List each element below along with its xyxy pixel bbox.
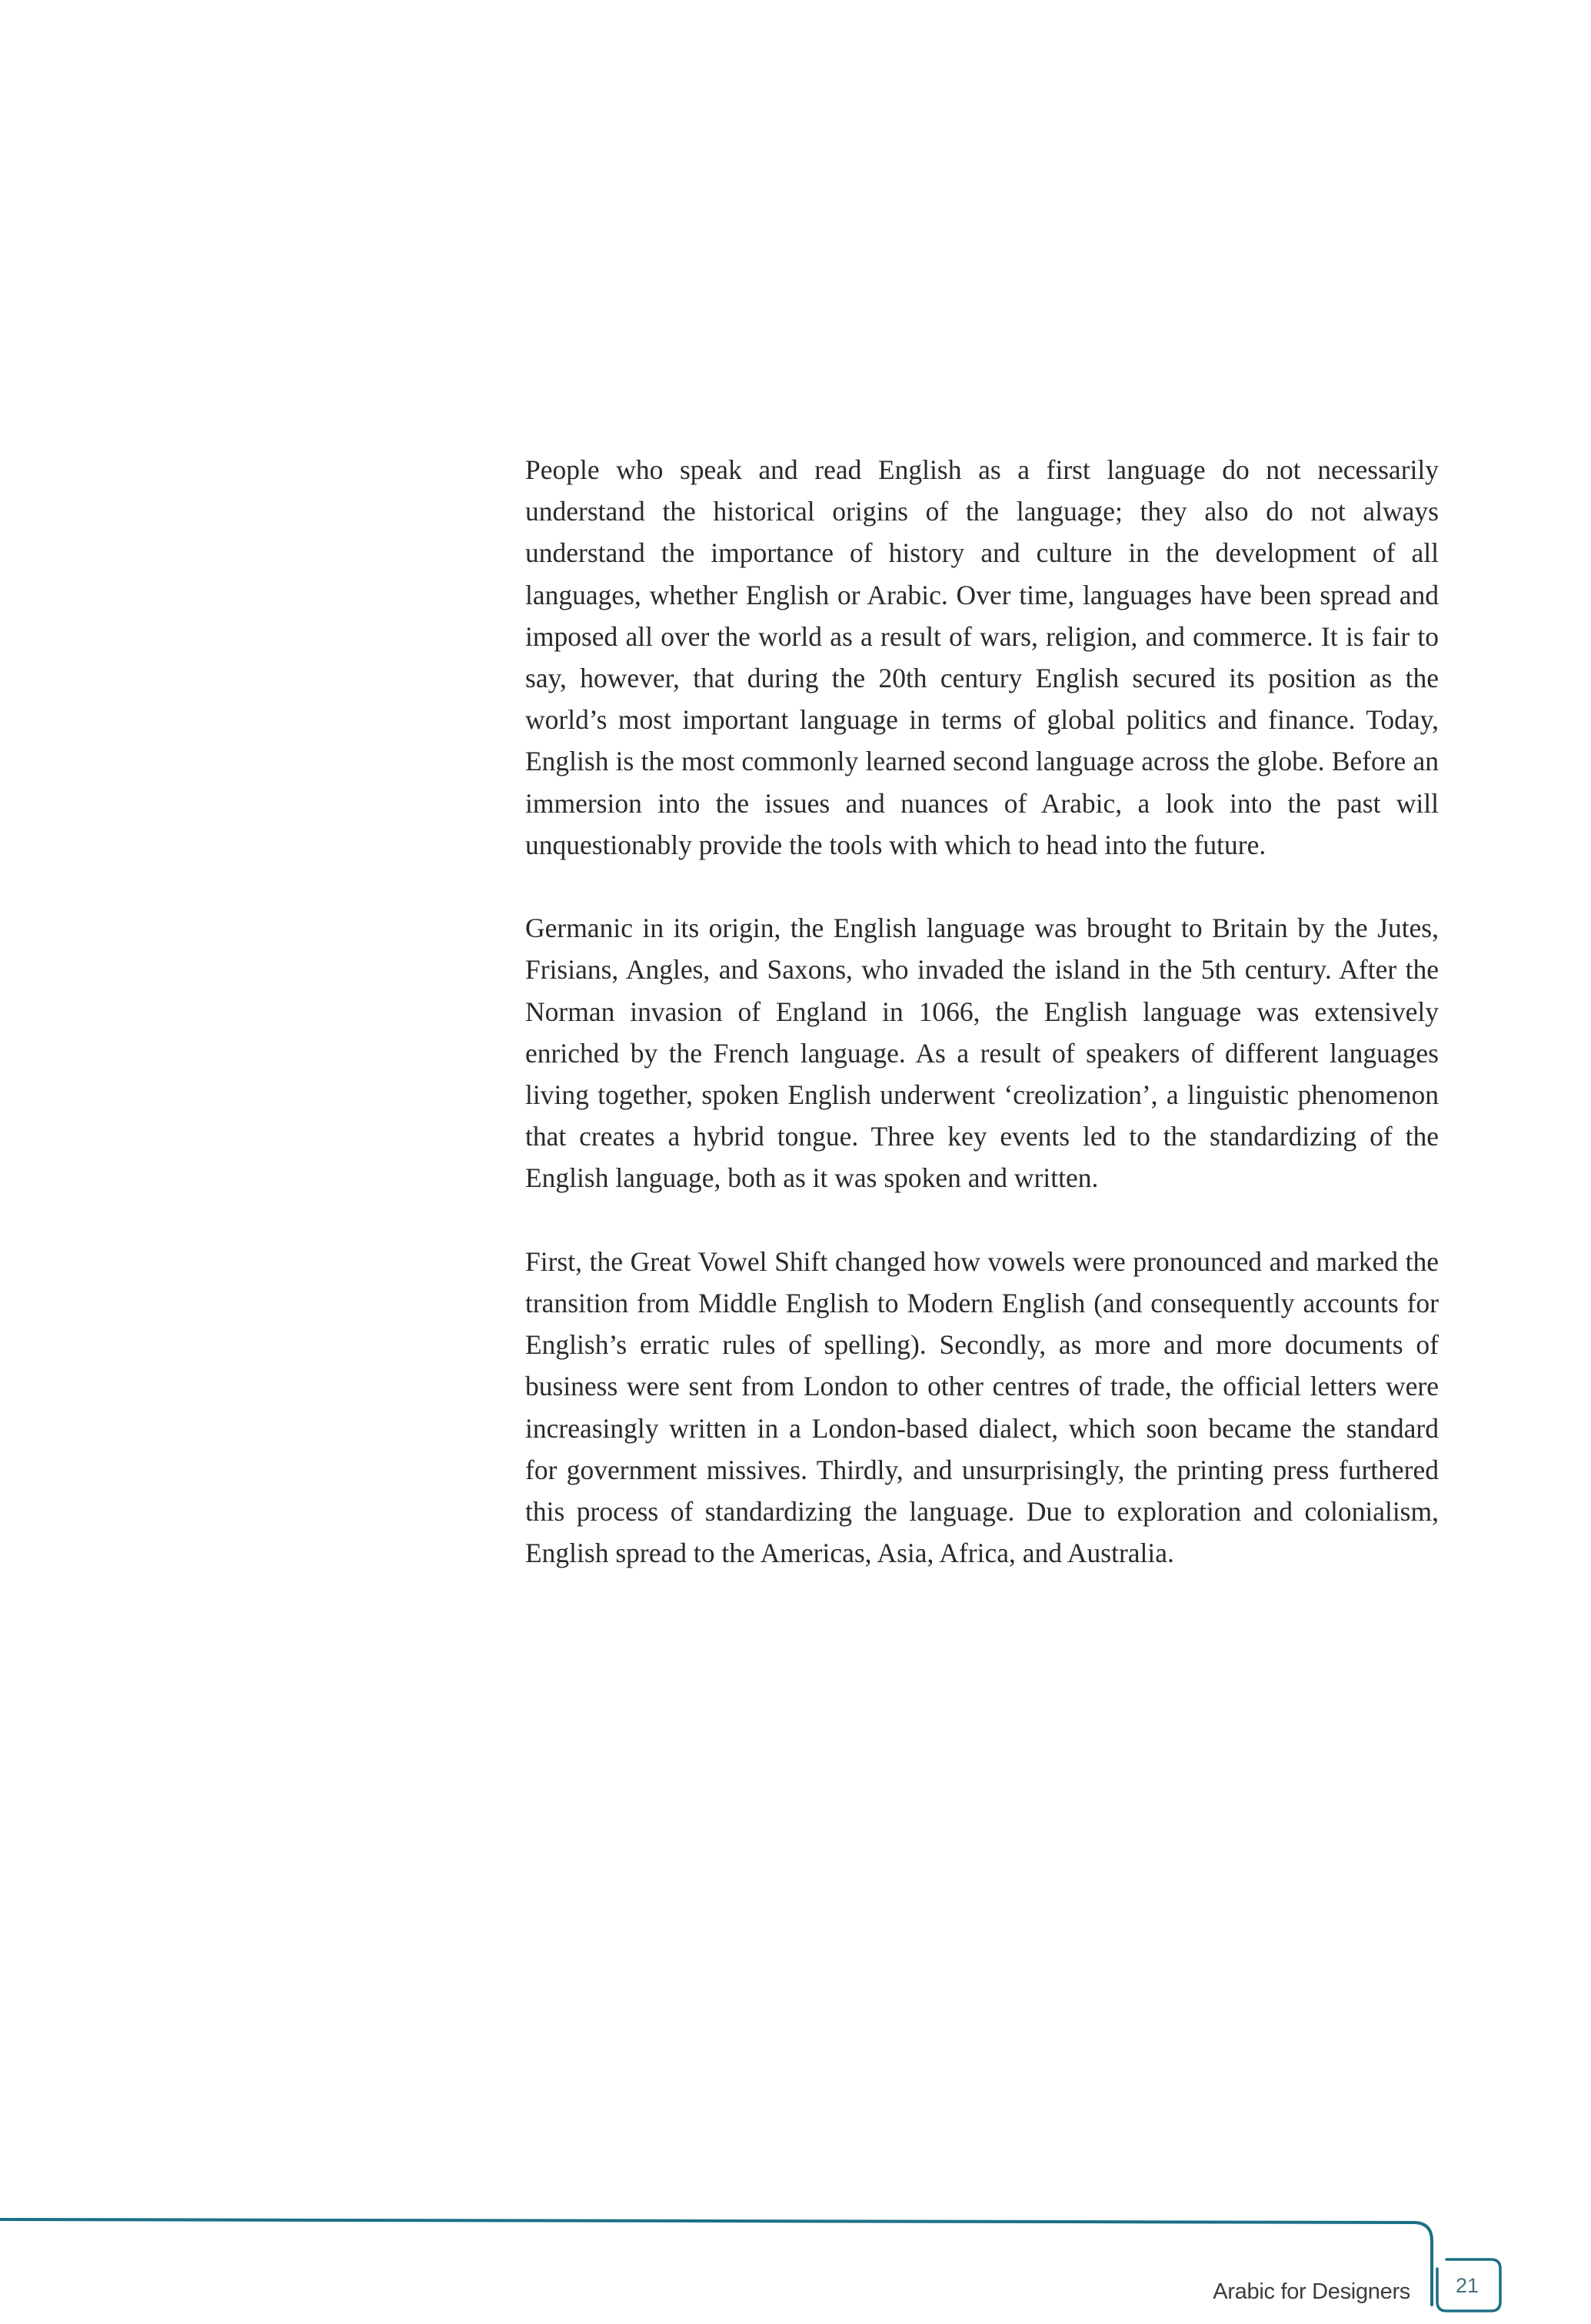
paragraph-3: First, the Great Vowel Shift changed how vowels were pronounced and marked the transition from Middle English to Modern English (and consequently accounts for English’s erratic rules of spelling). Secondly, as more and more documents of business were sent from London to other centres of trade, the official letters were increasingly written in a London-based dialect, which soon became the standard for government missives. Thirdly, and unsurprisingly, the printing press furthered this process of standardizing the language. Due to exploration and colonialism, English spread to the Americas, Asia, Africa, and Australia. xyxy=(525,1245,1439,1569)
running-footer-title: Arabic for Designers xyxy=(1213,2279,1410,2304)
body-text xyxy=(525,449,1439,1574)
page-number: 21 xyxy=(1455,2274,1479,2297)
paragraph-1: People who speak and read English as a first language do not necessarily understand the historical origins of the language; they also do not always understand the importance of history and culture in the development of all languages, whether English or Arabic. Over time, languages have been spread and imposed all over the world as a result of wars, religion, and commerce. It is fair to say, however, that during the 20th century English secured its position as the world’s most important language in terms of global politics and finance. Today, English is the most commonly learned second language across the globe. Before an immersion into the issues and nuances of Arabic, a look into the past will unquestionably provide the tools with which to head into the future. xyxy=(525,454,1439,860)
paragraph-2: Germanic in its origin, the English language was brought to Britain by the Jutes, Frisians, Angles, and Saxons, who invaded the island in the 5th century. After the Norman invasion of England in 1066, the English language was extensively enriched by the French language. As a result of speakers of different languages living together, spoken English underwent ‘creolization’, a linguistic phenomenon that creates a hybrid tongue. Three key events led to the standardizing of the English language, both as it was spoken and written. xyxy=(525,913,1439,1194)
